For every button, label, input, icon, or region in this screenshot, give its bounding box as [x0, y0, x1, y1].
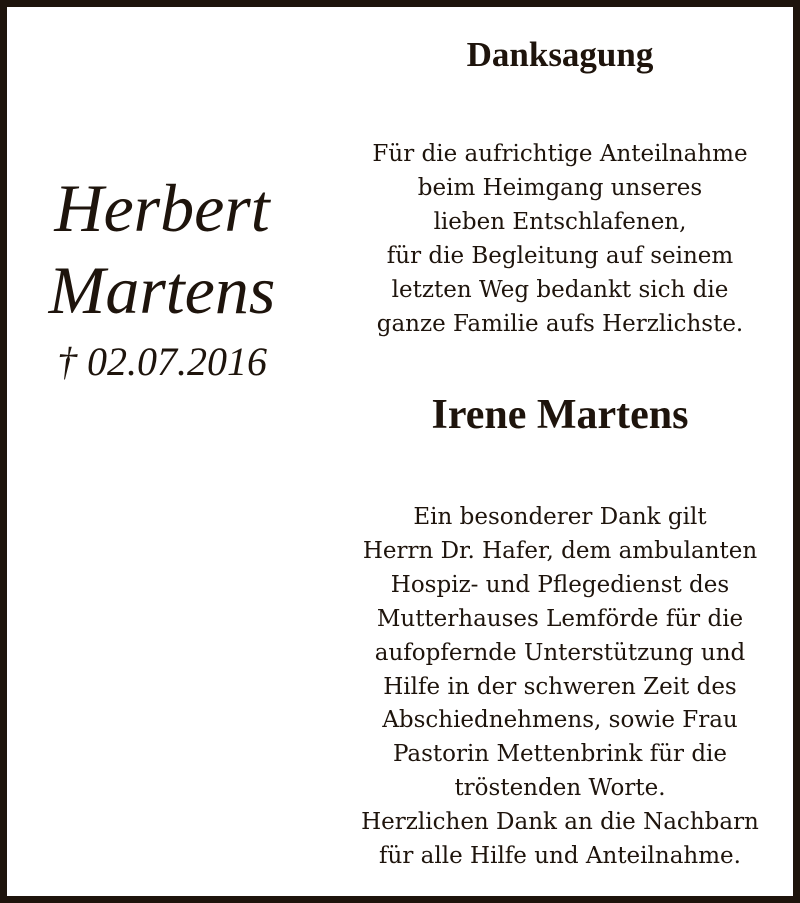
text-line: lieben Entschlafenen, — [433, 208, 687, 235]
death-date: † 02.07.2016 — [57, 339, 267, 384]
special-thanks-paragraph — [313, 501, 800, 874]
text-line: Hospiz- und Pflegedienst des — [390, 571, 730, 598]
text-line: Pastorin Mettenbrink für die — [392, 741, 728, 768]
text-line: ganze Familie aufs Herzlichste. — [376, 310, 744, 337]
text-line: Herzlichen Dank an die Nachbarn — [361, 809, 759, 836]
text-line: Für die aufrichtige Anteilnahme — [372, 141, 748, 167]
deceased-block — [7, 167, 317, 387]
text-line: Ein besonderer Dank gilt — [413, 504, 707, 530]
text-line: Herrn Dr. Hafer, dem ambulanten — [362, 537, 758, 564]
text-line: für die Begleitung auf seinem — [386, 242, 734, 269]
text-line: letzten Weg bedankt sich die — [391, 276, 729, 303]
heading: Danksagung — [466, 35, 654, 74]
deceased-last-name: Martens — [48, 252, 276, 328]
signatory: Irene Martens — [431, 392, 689, 438]
text-line: tröstenden Worte. — [454, 775, 666, 802]
text-line: Abschiednehmens, sowie Frau — [382, 707, 738, 734]
deceased-first-name: Herbert — [54, 170, 270, 246]
text-line: beim Heimgang unseres — [417, 174, 703, 201]
text-line: für alle Hilfe und Anteilnahme. — [379, 843, 741, 870]
text-line: Hilfe in der schweren Zeit des — [383, 673, 737, 700]
text-line: Mutterhauses Lemförde für die — [376, 605, 744, 632]
text-line: aufopfernde Unterstützung und — [374, 639, 746, 666]
thanks-paragraph — [313, 138, 800, 341]
